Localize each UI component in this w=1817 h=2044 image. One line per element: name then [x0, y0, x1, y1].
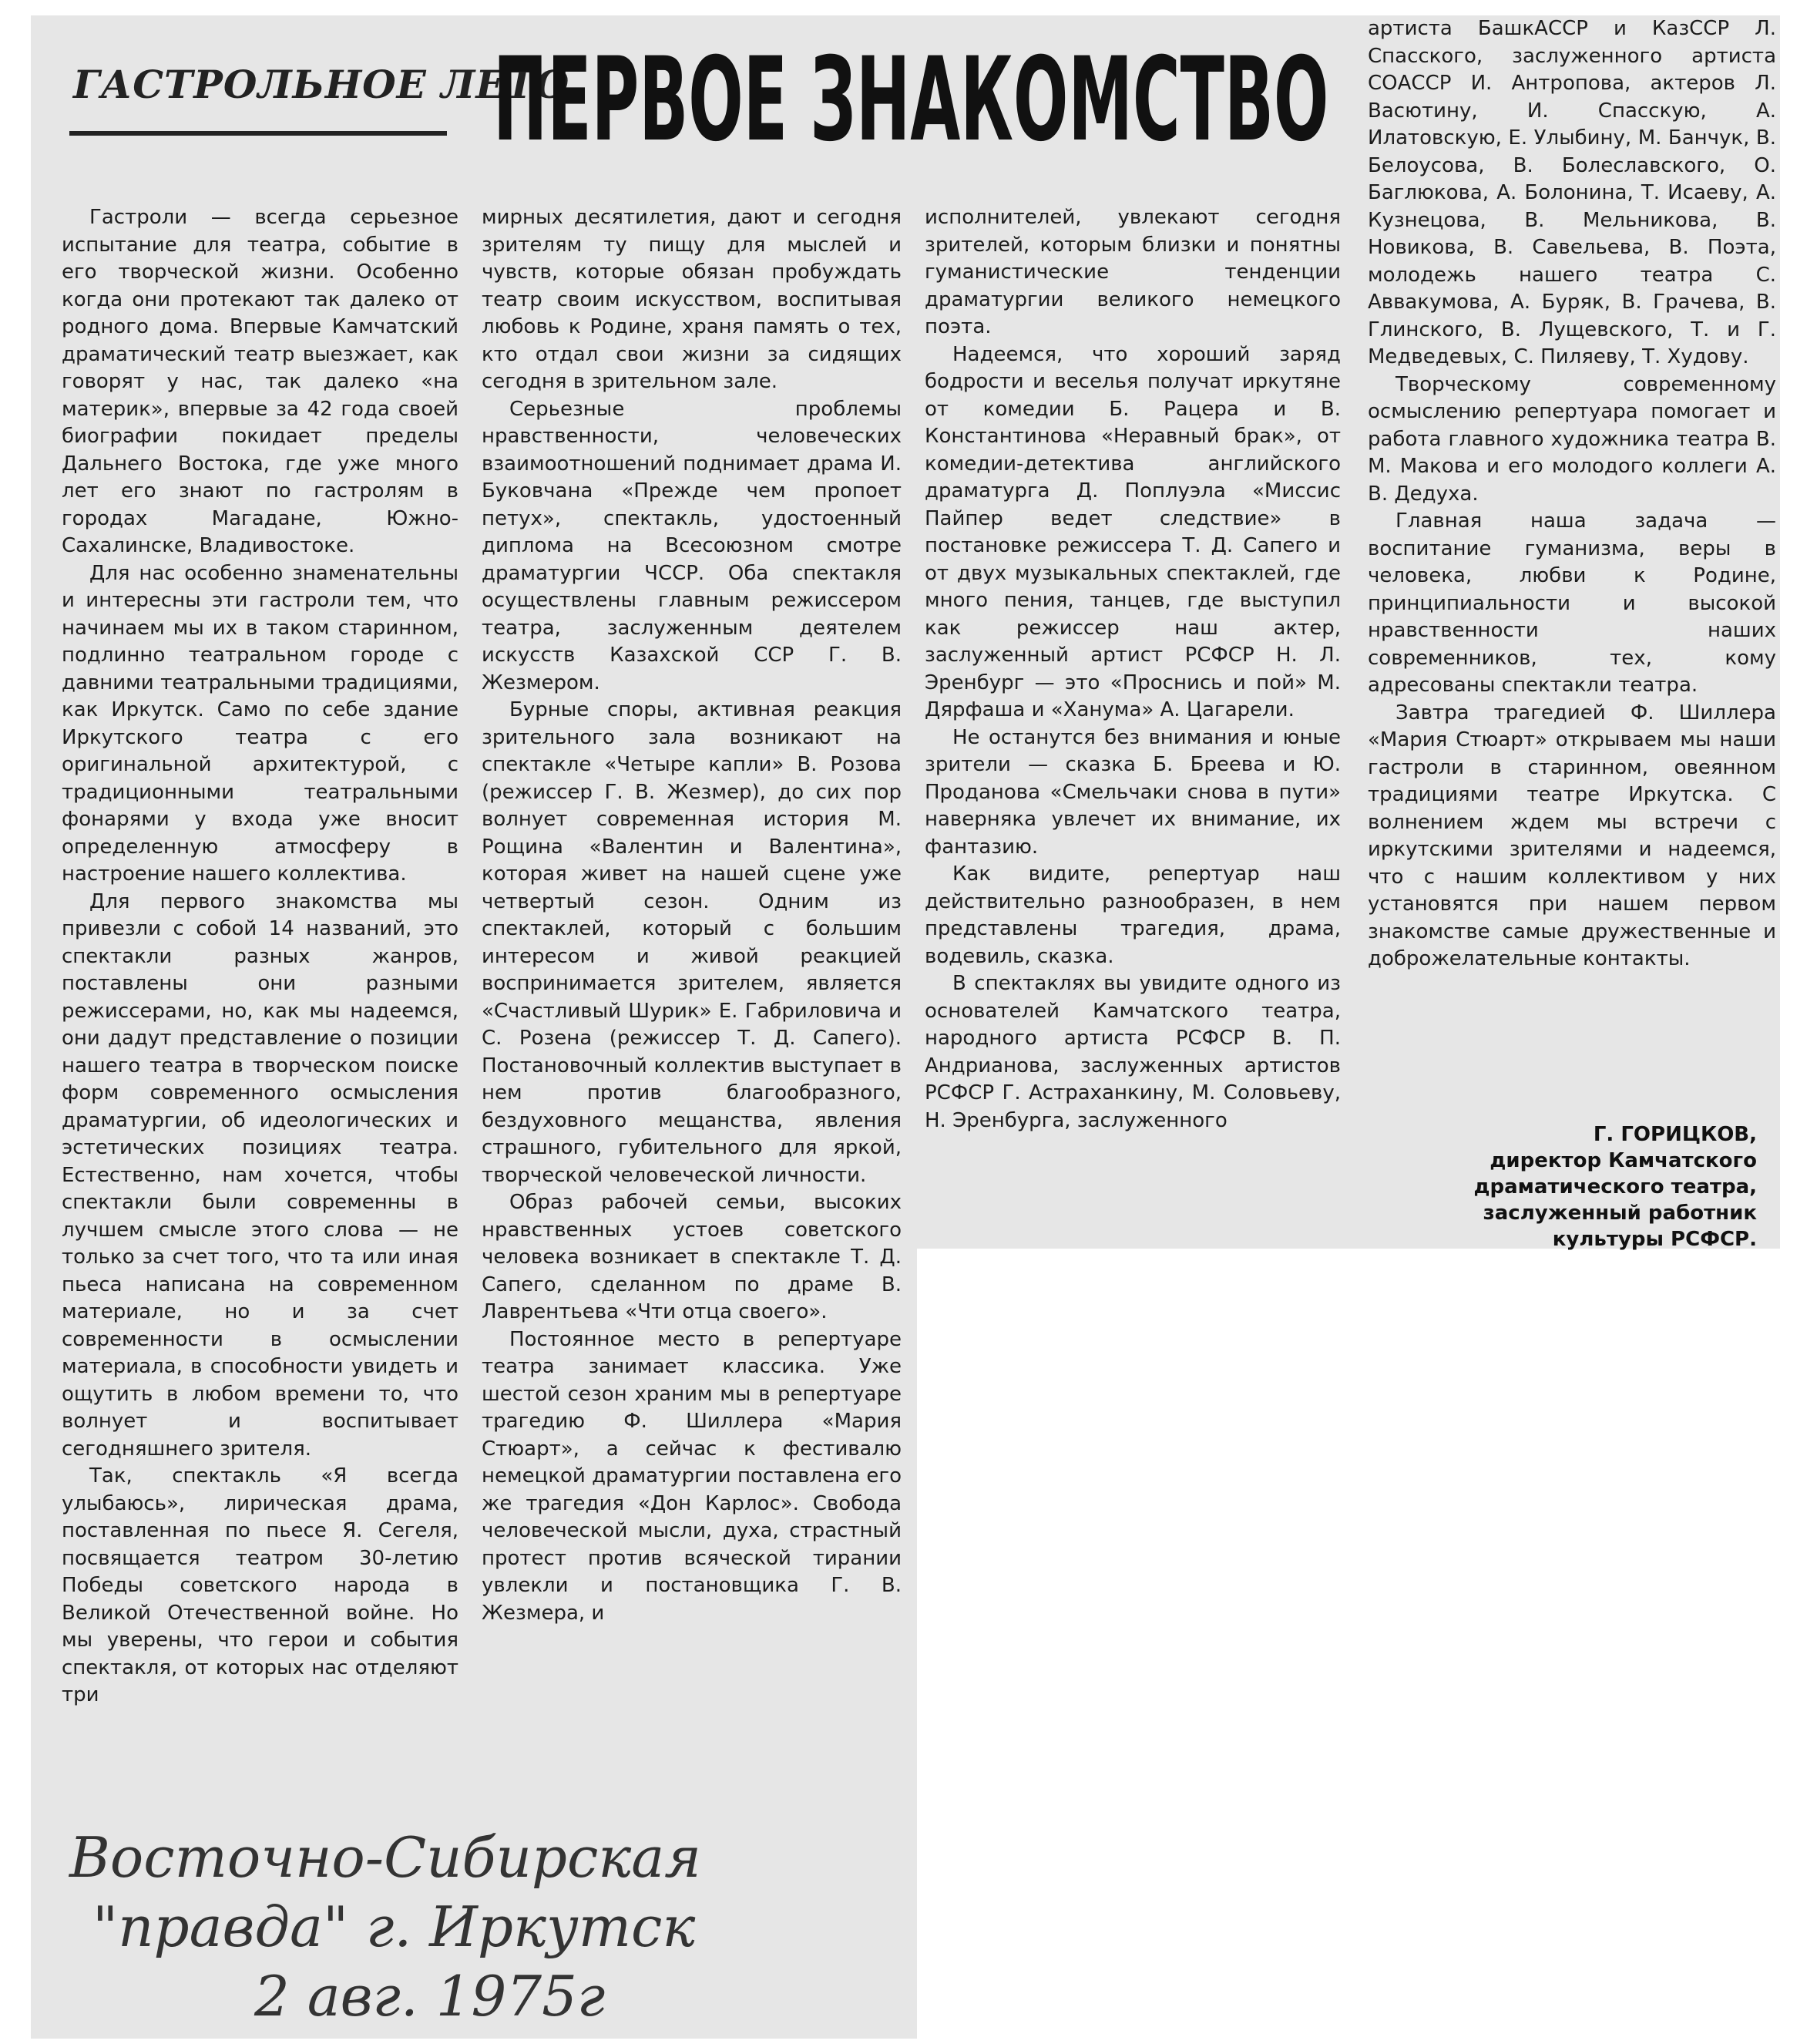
paragraph: Для нас особенно знаменательны и интересны эти гастроли тем, что начинаем мы их в таком старинном, подлинно театральном городе с давними театральными традициями, как Иркутск. Само по себе здание Иркутского театра с его оригинальной архитектурой, с традиционными театральными фонарями у входа уже вносит определенную атмосферу в настроение нашего коллектива.: [62, 561, 458, 886]
paragraph: Постоянное место в репертуаре театра занимает классика. Уже шестой сезон храним мы в репертуаре трагедию Ф. Шиллера «Мария Стюарт», а сейчас к фестивалю немецкой драматургии поставлена его же трагедия «Дон Карлос». Свобода человеческой мысли, духа, страстный протест против всяческой тирании увлекли и постановщика Г. В. Жезмера, и: [482, 1327, 902, 1625]
handwritten-source-note: [69, 1823, 902, 2039]
author-name: Г. ГОРИЦКОВ,: [1593, 1123, 1757, 1146]
paragraph: Надеемся, что хороший заряд бодрости и веселья получат иркутяне от комедии Б. Рацера и В. Константинова «Неравный брак», от комедии-детектива английского драматурга Д. Поплуэла «Миссис Пайпер ведет следствие» в постановке режиссера Т. Д. Сапего и от двух музыкальных спектаклей, где много пения, танцев, где выступил как режиссер наш актер, заслуженный артист РСФСР Н. Л. Эренбург — это «Проснись и пой» М. Дярфаша и «Ханума» А. Цагарели.: [925, 342, 1341, 721]
paragraph: артиста БашкАССР и КазССР Л. Спасского, заслуженного артиста СОАССР И. Антропова, актеров Л. Васютину, И. Спасскую, А. Илатовскую, Е. Улыбину, М. Банчук, В. Белоусова, В. Болеславского, О. Баглюкова, А. Болонина, Т. Исаеву, А. Кузнецова, В. Мельникова, В. Новикова, В. Савельева, В. Поэта, молодежь нашего театра С. Аввакумова, А. Буряк, В. Грачева, В. Глинского, В. Лущевского, Т. и Г. Медведевых, С. Пиляеву, Т. Худову.: [1368, 17, 1776, 368]
rubric-label: ГАСТРОЛЬНОЕ ЛЕТО: [73, 62, 570, 107]
handwritten-line: "правда" г. Иркутск: [92, 1894, 696, 1959]
article-column-2: [482, 204, 902, 1815]
paragraph: исполнителей, увлекают сегодня зрителей, которым близки и понятны гуманистические тенденции драматургии великого немецкого поэта.: [925, 206, 1341, 338]
paragraph: Главная наша задача — воспитание гуманизма, веры в человека, любви к Родине, принципиальности и высокой нравственности наших современников, тех, кому адресованы спектакли театра.: [1368, 509, 1776, 697]
paragraph: Так, спектакль «Я всегда улыбаюсь», лирическая драма, поставленная по пьесе Я. Сегеля, посвящается театром 30-летию Победы советского народа в Великой Отечественной войне. Но мы уверены, что герои и события спектакля, от которых нас отделяют три: [62, 1464, 458, 1706]
paragraph: Завтра трагедией Ф. Шиллера «Мария Стюарт» открываем мы наши гастроли в старинном, овеянном традициями театре Иркутска. С волнением ждем мы встречи с иркутскими зрителями и надеемся, что с нашим коллективом у них установятся при нашем первом знакомстве самые дружественные и доброжелательные контакты.: [1368, 701, 1776, 970]
article-column-1: [62, 204, 458, 1706]
paragraph: Творческому современному осмыслению репертуара помогает и работа главного художника театра В. М. Макова и его молодого коллеги А. В. Дедуха.: [1368, 372, 1776, 506]
paragraph: Серьезные проблемы нравственности, человеческих взаимоотношений поднимает драма И. Буковчана «Прежде чем пропоет петух», спектакль, удостоенный диплома на Всесоюзном смотре драматургии ЧССР. Оба спектакля осуществлены главным режиссером театра, заслуженным деятелем искусств Казахской ССР Г. В. Жезмером.: [482, 397, 902, 694]
paragraph: Гастроли — всегда серьезное испытание для театра, событие в его творческой жизни. Особенно когда они протекают так далеко от родного дома. Впервые Камчатский драматический театр выезжает, как говорят у нас, так далеко «на материк», впервые за 42 года своей биографии покидает пределы Дальнего Востока, где уже много лет его знают по гастролям в городах Магадане, Южно-Сахалинске, Владивостоке.: [62, 206, 458, 557]
article-column-4: [1368, 15, 1776, 1125]
paragraph: Образ рабочей семьи, высоких нравственных устоев советского человека возникает в спектакле Т. Д. Сапего, сделанном по драме В. Лаврентьева «Чти отца своего».: [482, 1191, 902, 1323]
author-signature: [1379, 1121, 1757, 1252]
handwritten-line: Восточно-Сибирская: [69, 1825, 701, 1890]
paragraph: В спектаклях вы увидите одного из основателей Камчатского театра, народного артиста РСФСР В. П. Андрианова, заслуженных артистов РСФСР Г. Астраханкину, М. Соловьеву, Н. Эренбурга, заслуженного: [925, 972, 1341, 1132]
rubric-underline: [69, 131, 447, 136]
paragraph: мирных десятилетия, дают и сегодня зрителям ту пищу для мыслей и чувств, которые обязан пробуждать театр своим искусством, воспитывая любовь к Родине, храня память о тех, кто отдал свои жизни за сидящих сегодня в зрительном зале.: [482, 206, 902, 393]
paragraph: Для первого знакомства мы привезли с собой 14 названий, это спектакли разных жанров, поставлены они разными режиссерами, но, как мы надеемся, они дадут представление о позиции нашего театра в творческом поиске форм современного осмысления драматургии, об идеологических и эстетических позициях театра. Естественно, нам хочется, чтобы спектакли были современны в лучшем смысле этого слова — не только за счет того, что та или иная пьеса написана на современном материале, но и за счет современности в осмыслении материала, в способности увидеть и ощутить в любом времени то, что волнует и воспитывает сегодняшнего зрителя.: [62, 889, 458, 1461]
author-position: директор Камчатского драматического театра, заслуженный работник культуры РСФСР.: [1473, 1149, 1757, 1251]
paragraph: Бурные споры, активная реакция зрительного зала возникают на спектакле «Четыре капли» В. Розова (режиссер Г. В. Жезмер), до сих пор волнует современная история М. Рощина «Валентин и Валентина», которая живет на нашей сцене уже четвертый сезон. Одним из спектаклей, который с большим интересом и живой реакцией воспринимается зрителем, является «Счастливый Шурик» Е. Габриловича и С. Розена (режиссер Т. Д. Сапего). Постановочный коллектив выступает в нем против благообразного, бездуховного мещанства, явления страшного, губительного для яркой, творческой человеческой личности.: [482, 698, 902, 1187]
paragraph: Не останутся без внимания и юные зрители — сказка Б. Бреева и Ю. Проданова «Смельчаки снова в пути» наверняка увлечет их внимание, их фантазию.: [925, 725, 1341, 859]
article-headline: ПЕРВОЕ ЗНАКОМСТВО: [493, 33, 1329, 167]
handwritten-date: 2 авг. 1975г: [254, 1964, 606, 2029]
paragraph: Как видите, репертуар наш действительно разнообразен, в нем представлены трагедия, драма, водевиль, сказка.: [925, 862, 1341, 968]
article-column-3: [925, 204, 1341, 1268]
